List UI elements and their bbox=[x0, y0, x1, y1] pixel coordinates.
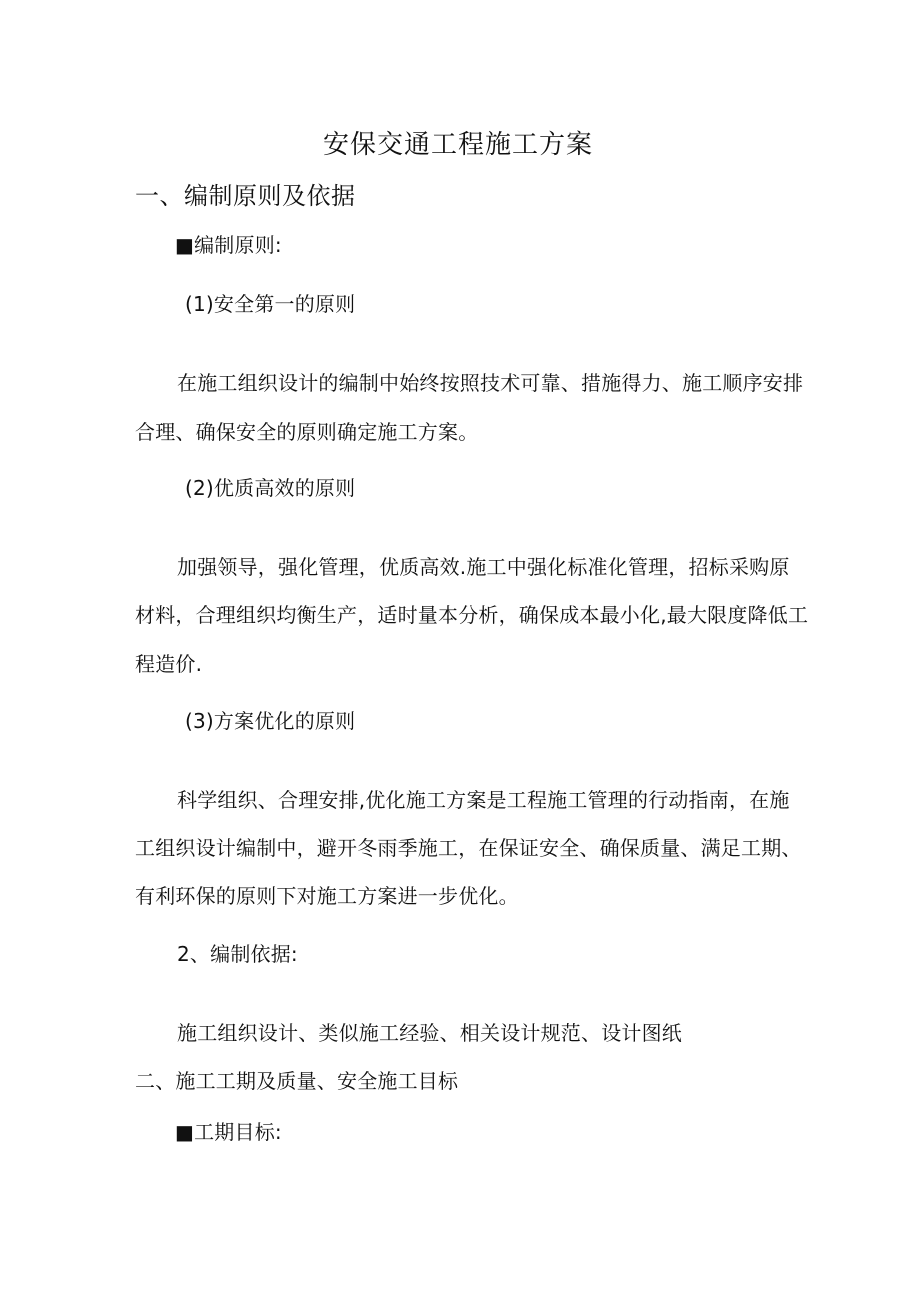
principle-1-text-line: 在施工组织设计的编制中始终按照技术可靠、措施得力、施工顺序安排 bbox=[177, 371, 804, 395]
schedule-target-label: ■工期目标: bbox=[175, 1120, 282, 1144]
basis-text: 施工组织设计、类似施工经验、相关设计规范、设计图纸 bbox=[177, 1021, 682, 1045]
principles-label: ■编制原则: bbox=[175, 233, 282, 257]
principle-2-text-line: 程造价. bbox=[135, 652, 203, 676]
section-heading-schedule-quality-safety: 二、施工工期及质量、安全施工目标 bbox=[135, 1069, 459, 1093]
principle-3-text-line: 科学组织、合理安排,优化施工方案是工程施工管理的行动指南，在施 bbox=[177, 788, 790, 812]
principle-3-heading: (3)方案优化的原则 bbox=[185, 709, 356, 733]
principle-2-text-line: 材料，合理组织均衡生产，适时量本分析，确保成本最小化,最大限度降低工 bbox=[135, 603, 809, 627]
principle-1-heading: (1)安全第一的原则 bbox=[185, 292, 356, 316]
principle-2-heading: (2)优质高效的原则 bbox=[185, 476, 356, 500]
basis-label: 2、编制依据: bbox=[177, 942, 298, 966]
principle-3-text-line: 有利环保的原则下对施工方案进一步优化。 bbox=[135, 884, 519, 908]
document-title: 安保交通工程施工方案 bbox=[323, 130, 594, 160]
principle-2-text-line: 加强领导，强化管理，优质高效.施工中强化标准化管理，招标采购原 bbox=[177, 555, 790, 579]
section-heading-principles-basis: 一、编制原则及依据 bbox=[135, 182, 356, 210]
principle-3-text-line: 工组织设计编制中，避开冬雨季施工，在保证安全、确保质量、满足工期、 bbox=[135, 836, 802, 860]
principle-1-text-line: 合理、确保安全的原则确定施工方案。 bbox=[135, 420, 479, 444]
